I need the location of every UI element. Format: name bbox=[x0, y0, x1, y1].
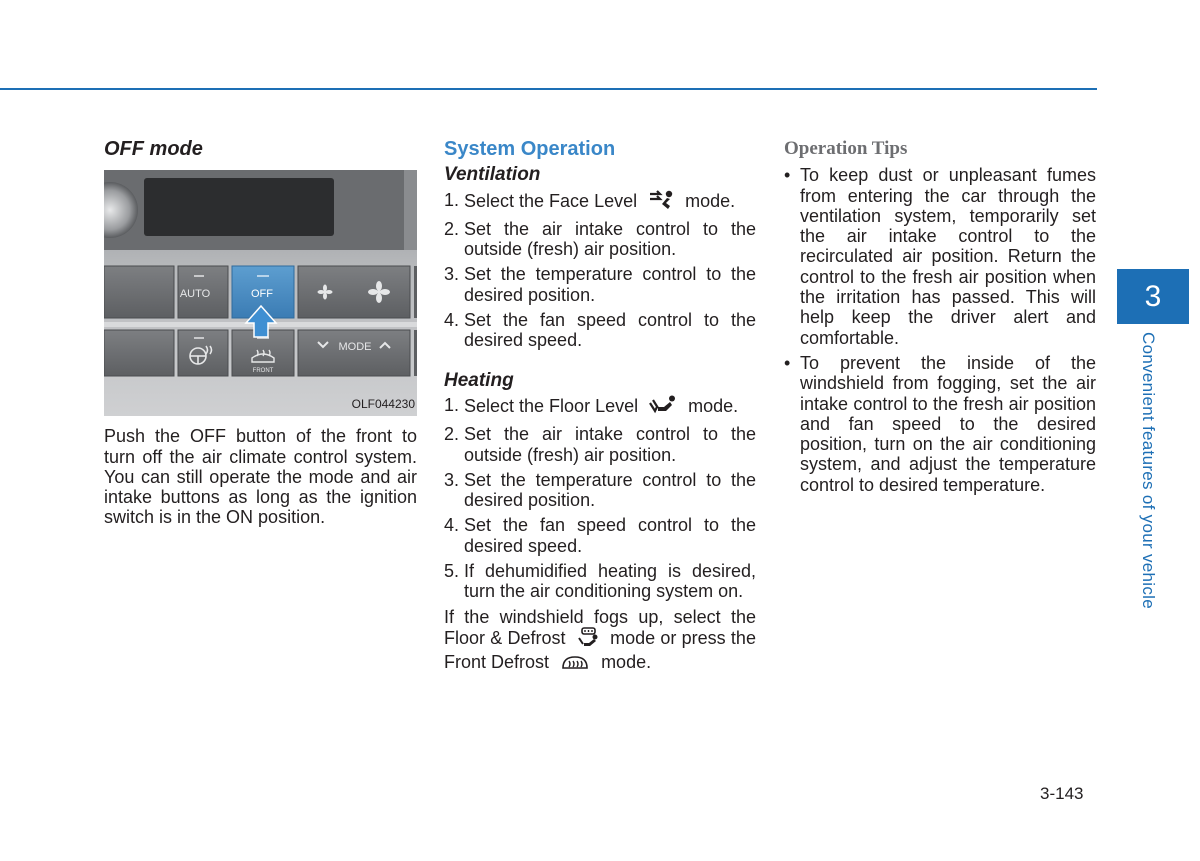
list-item bbox=[444, 219, 756, 260]
top-rule bbox=[0, 88, 1097, 90]
list-item bbox=[444, 424, 756, 465]
step-text: Select the Floor Level bbox=[464, 395, 639, 416]
list-item bbox=[444, 264, 756, 305]
list-item bbox=[444, 190, 756, 214]
step-number: 5. bbox=[444, 561, 460, 582]
step-text: Set the temperature control to the desired position. bbox=[464, 264, 756, 305]
step-number: 3. bbox=[444, 469, 460, 490]
list-item bbox=[784, 353, 1096, 495]
list-item bbox=[444, 310, 756, 351]
step-text: Set the temperature control to the desired position. bbox=[464, 469, 756, 511]
defrost-note-text-2: mode or press the Front Defrost bbox=[444, 627, 756, 673]
step-text-after: mode. bbox=[688, 395, 739, 416]
list-item bbox=[444, 470, 756, 511]
operation-tips-list bbox=[784, 165, 1096, 495]
step-text: Set the air intake control to the outside (fresh) air position. bbox=[464, 424, 756, 465]
step-number: 1. bbox=[444, 394, 460, 415]
step-number: 4. bbox=[444, 515, 460, 536]
floor-level-icon bbox=[649, 395, 677, 419]
bullet-icon: • bbox=[784, 165, 791, 186]
defrost-note-text-1: If the windshield fogs up, select the Floor & Defrost bbox=[444, 606, 756, 648]
heating-steps bbox=[444, 395, 756, 602]
step-text: If dehumidified heating is desired, turn the air conditioning system on. bbox=[464, 561, 756, 602]
page-number: 3-143 bbox=[1040, 784, 1084, 803]
step-number: 2. bbox=[444, 218, 460, 239]
floor-defrost-icon bbox=[577, 627, 599, 651]
step-text-after: mode. bbox=[685, 190, 736, 211]
chapter-tab: 3 bbox=[1117, 269, 1189, 324]
ventilation-steps bbox=[444, 190, 756, 351]
system-operation-heading: System Operation bbox=[444, 138, 616, 160]
column-off-mode bbox=[104, 136, 417, 528]
panel-auto-label: AUTO bbox=[179, 288, 211, 301]
climate-panel-photo bbox=[104, 170, 417, 416]
defrost-note bbox=[444, 607, 756, 676]
column-system-operation bbox=[444, 136, 756, 676]
off-mode-heading: OFF mode bbox=[104, 138, 203, 160]
step-number: 2. bbox=[444, 424, 460, 445]
face-level-icon bbox=[648, 190, 674, 214]
chapter-title: Convenient features of your vehicle bbox=[1139, 332, 1158, 609]
tip-text: To keep dust or unpleasant fumes from entering the car through the ventilation system, temporarily set the air intake control to the recirculated air position. Return the control to the fresh air position when the irritation has passed. This will help keep the driver alert and comfortable. bbox=[800, 165, 1096, 348]
column-operation-tips bbox=[784, 136, 1096, 500]
climate-panel-illustration bbox=[104, 170, 417, 416]
step-text: Set the fan speed control to the desired speed. bbox=[464, 515, 756, 556]
defrost-note-text-3: mode. bbox=[601, 652, 652, 673]
heating-heading: Heating bbox=[444, 369, 514, 391]
step-number: 4. bbox=[444, 310, 460, 331]
operation-tips-heading: Operation Tips bbox=[784, 138, 908, 159]
step-text: Set the fan speed control to the desired speed. bbox=[464, 310, 756, 351]
step-number: 1. bbox=[444, 189, 460, 210]
panel-front-label: FRONT bbox=[252, 368, 274, 375]
step-text: Select the Face Level bbox=[464, 190, 638, 211]
ventilation-heading: Ventilation bbox=[444, 164, 541, 186]
tip-text: To prevent the inside of the windshield from fogging, set the air intake control to the fresh air position and fan speed to the desired position, turn on the air conditioning system, and adjust the temperature control to desired temperature. bbox=[800, 352, 1096, 495]
list-item bbox=[444, 515, 756, 556]
step-number: 3. bbox=[444, 264, 460, 285]
panel-mode-label: MODE bbox=[338, 341, 372, 354]
front-defrost-icon bbox=[560, 651, 590, 675]
list-item bbox=[784, 165, 1096, 348]
list-item bbox=[444, 395, 756, 419]
list-item bbox=[444, 561, 756, 602]
bullet-icon: • bbox=[784, 352, 791, 373]
step-text: Set the air intake control to the outside (fresh) air position. bbox=[464, 218, 756, 260]
image-code: OLF044230 bbox=[351, 397, 415, 411]
panel-off-label: OFF bbox=[251, 288, 273, 301]
off-mode-body: Push the OFF button of the front to turn off the air climate control system. You can still operate the mode and air intake buttons as long as the ignition switch is in the ON position. bbox=[104, 426, 417, 528]
